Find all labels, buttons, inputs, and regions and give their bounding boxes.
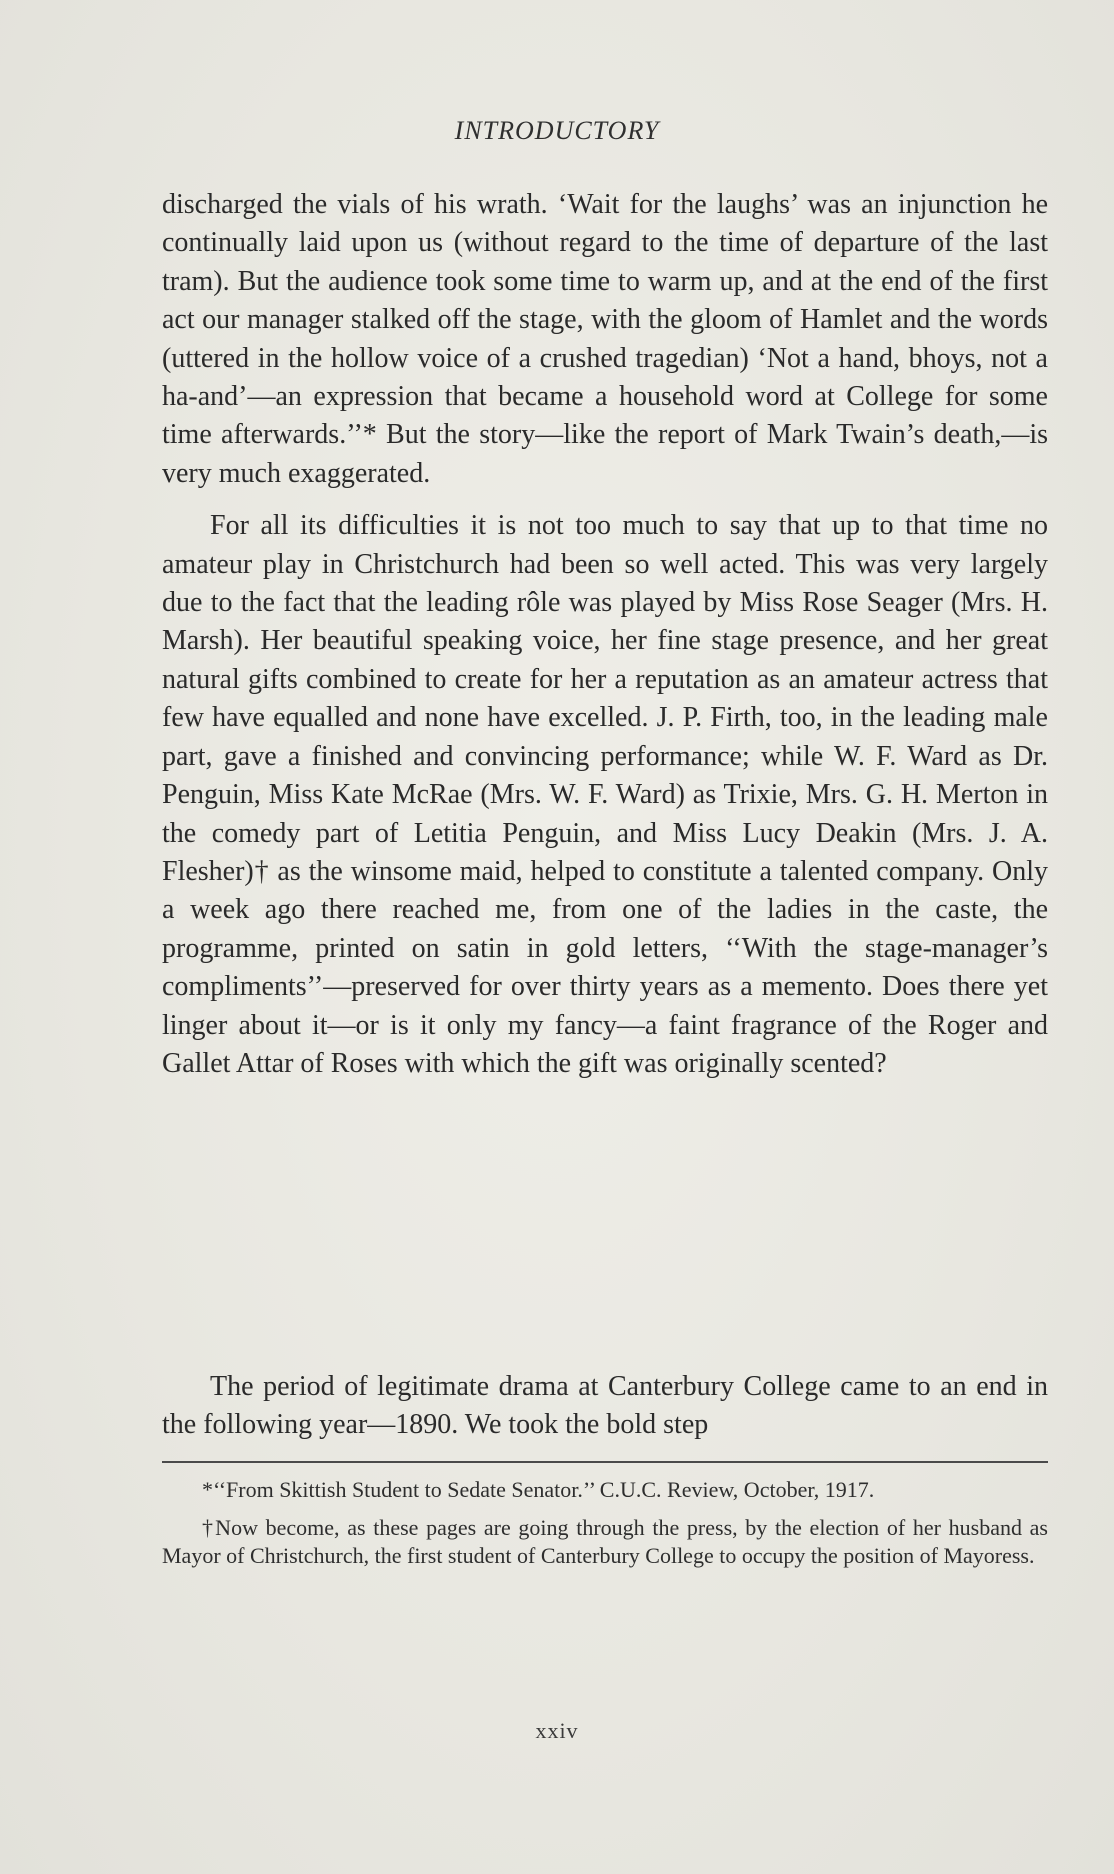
running-head: INTRODUCTORY [454, 116, 660, 145]
paragraph-continued: discharged the vials of his wrath. ‘Wait for the laughs’ was an injunction he continually laid upon us (without regard to the time of departure of the last tram). But the audience took some time to warm up, and at the end of the first act our manager stalked off the stage, with the gloom of Hamlet and the words (uttered in the hollow voice of a crushed tragedian) ‘Not a hand, bhoys, not a ha-and’—an expression that became a household word at College for some time afterwards.’’* But the story—like the report of Mark Twain’s death,—is very much exaggerated. [162, 189, 1048, 489]
footnote-dagger: †Now become, as these pages are going through the press, by the election of her husband as Mayor of Christchurch, the first student of Canterbury College to occupy the position of Mayoress. [162, 1515, 1048, 1568]
page-number: xxiv [535, 1718, 579, 1743]
footnotes [162, 1476, 1048, 1570]
footnote-asterisk: *‘‘From Skittish Student to Sedate Senator.’’ C.U.C. Review, October, 1917. [202, 1477, 875, 1502]
paragraph-amateur-play: For all its difficulties it is not too much to say that up to that time no amateur play in Christchurch had been so well acted. This was very largely due to the fact that the leading rôle was played by Miss Rose Seager (Mrs. H. Marsh). Her beautiful speaking voice, her fine stage presence, and her great natural gifts combined to create for her a reputation as an amateur actress that few have equalled and none have excelled. J. P. Firth, too, in the leading male part, gave a finished and convincing performance; while W. F. Ward as Dr. Penguin, Miss Kate McRae (Mrs. W. F. Ward) as Trixie, Mrs. G. H. Merton in the comedy part of Letitia Penguin, and Miss Lucy Deakin (Mrs. J. A. Flesher)† as the winsome maid, helped to constitute a talented company. Only a week ago there reached me, from one of the ladies in the caste, the programme, printed on satin in gold letters, ‘‘With the stage-manager’s compliments’’—preserved for over thirty years as a memento. Does there yet linger about it—or is it only my fancy—a faint fragrance of the Roger and Gallet Attar of Roses with which the gift was originally scented? [162, 510, 1048, 1079]
body-text [162, 186, 1048, 1441]
paragraph-legitimate-drama: The period of legitimate drama at Canterbury College came to an end in the following year—1890. We took the bold step [162, 1371, 1048, 1441]
footnote-divider [162, 1461, 1048, 1463]
